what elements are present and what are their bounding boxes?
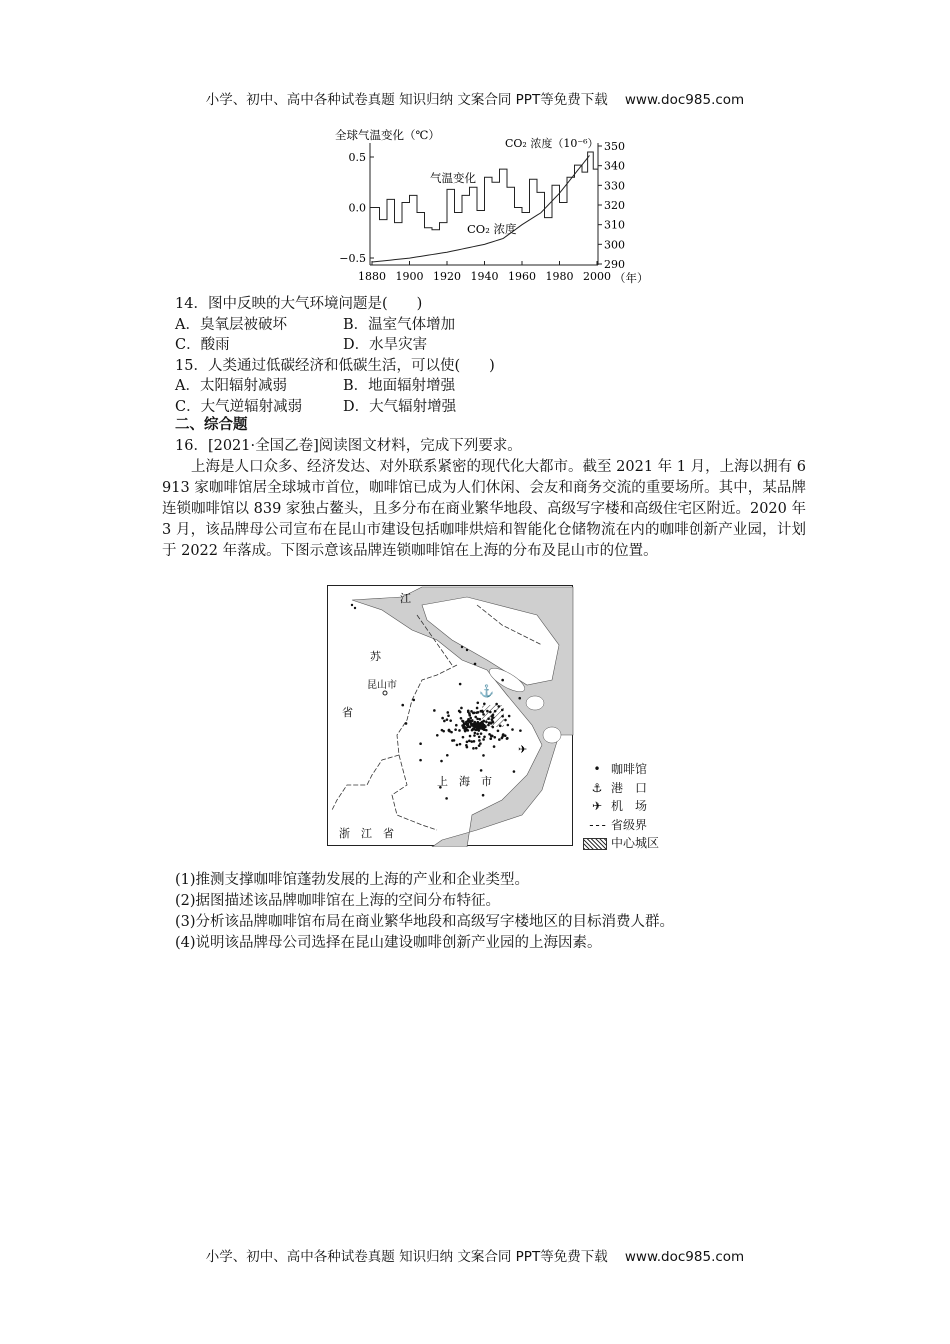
cafe-dot	[436, 734, 439, 737]
cafe-dot	[480, 726, 483, 729]
label-jiang: 江	[400, 592, 411, 605]
cafe-dot	[480, 769, 483, 772]
cafe-dot	[493, 745, 496, 748]
cafe-dot	[461, 720, 464, 723]
cafe-dot	[482, 713, 485, 716]
sub-question: (3)分析该品牌咖啡馆布局在商业繁华地段和高级写字楼地区的目标消费人群。	[175, 914, 675, 930]
cafe-dot	[483, 702, 486, 705]
cafe-dot	[511, 728, 514, 731]
cafe-dot	[446, 718, 449, 721]
cafe-dot	[460, 717, 463, 720]
x-tick-label: 1980	[545, 270, 574, 283]
port-icon: ⚓	[479, 684, 494, 698]
cafe-dot	[466, 741, 469, 744]
island	[543, 727, 561, 743]
q16-paragraph: 上海是人口众多、经济发达、对外联系紧密的现代化大都市。截至 2021 年 1 月，上海以拥有 6 913 家咖啡馆居全球城市首位，咖啡馆已成为人们休闲、会友和商务交流的重要场所。其中，某品牌连锁咖啡馆以 839 家独占鳌头，且多分布在商业繁华地段、高级写字楼和高级住宅区附近。2020 年 3 月，该品牌母公司宣布在昆山市建设包括咖啡烘焙和智能化仓储物流在内的咖啡创新产业园，计划于 2022 年落成。下图示意该品牌连锁咖啡馆在上海的分布及昆山市的位置。	[162, 459, 806, 559]
cafe-dot	[447, 714, 450, 717]
cafe-dot	[499, 725, 502, 728]
cafe-dot	[483, 724, 486, 727]
airport-legend-icon: ✈	[591, 799, 603, 813]
page-header	[0, 88, 950, 108]
label-shanghai: 上 海 市	[437, 775, 492, 788]
sub-question: (2)据图描述该品牌咖啡馆在上海的空间分布特征。	[175, 893, 501, 909]
cafe-dot	[498, 738, 501, 741]
temp-series-label: 气温变化	[430, 171, 476, 185]
legend-boundary: 省级界	[611, 817, 648, 832]
cafe-dot	[468, 714, 471, 717]
cafe-dot	[458, 729, 461, 732]
footer-text: 小学、初中、高中各种试卷真题 知识归纳 文案合同 PPT等免费下载	[205, 1249, 608, 1265]
cafe-dot	[478, 739, 481, 742]
cafe-dot	[513, 770, 516, 773]
cafe-dot	[462, 736, 465, 739]
cafe-dot	[478, 736, 481, 739]
cafe-dot	[472, 747, 475, 750]
temperature-line	[372, 152, 598, 230]
question-14-stem: 14．图中反映的大气环境问题是( )	[175, 296, 423, 312]
cafe-dot	[446, 711, 449, 714]
y-tick-label: −0.5	[339, 252, 366, 265]
x-tick-label: 1960	[508, 270, 536, 283]
cafe-dot	[488, 722, 491, 725]
hatch-legend-icon	[583, 838, 607, 850]
temperature-co2-chart	[330, 125, 650, 290]
cafe-dot	[508, 715, 511, 718]
cafe-dot	[482, 738, 485, 741]
sub-question: (4)说明该品牌母公司选择在昆山建设咖啡创新产业园的上海因素。	[175, 935, 602, 951]
cafe-dot-icon: •	[593, 762, 601, 776]
cafe-dot	[479, 742, 482, 745]
cafe-dot	[419, 742, 422, 745]
cafe-dot	[412, 699, 415, 702]
x-tick-label: 1900	[395, 270, 424, 283]
cafe-dot	[504, 719, 507, 722]
cafe-dot	[494, 710, 497, 713]
port-legend-icon: ⚓	[591, 780, 603, 795]
cafe-dot	[477, 728, 480, 731]
label-sheng: 省	[342, 706, 353, 719]
cafe-dot	[507, 724, 510, 727]
cafe-dot	[482, 754, 485, 757]
legend-central-city: 中心城区	[611, 836, 660, 850]
cafe-dot	[474, 716, 477, 719]
label-kunshan: 昆山市	[367, 680, 397, 691]
label-zhejiang: 浙 江 省	[339, 827, 394, 840]
legend-airport: 机 场	[611, 799, 648, 813]
boundary-legend-icon: - - -	[589, 817, 605, 832]
cafe-dot	[466, 746, 469, 749]
cafe-dot	[467, 711, 470, 714]
legend-cafe: 咖啡馆	[611, 762, 648, 776]
cafe-dot	[470, 740, 473, 743]
header-link[interactable]: www.doc985.com	[624, 92, 745, 108]
cafe-dot	[501, 679, 504, 682]
cafe-dot	[433, 709, 436, 712]
option[interactable]: D．大气辐射增强	[343, 398, 457, 415]
cafe-dot	[501, 715, 504, 718]
cafe-dot	[493, 736, 496, 739]
cafe-dot	[460, 707, 463, 710]
y2-tick-label: 350	[604, 140, 625, 153]
option[interactable]: D．水旱灾害	[343, 337, 428, 353]
cafe-dot	[495, 703, 498, 706]
cafe-dot	[459, 683, 462, 686]
cafe-dot	[441, 729, 444, 732]
x-tick-label: 1880	[358, 270, 386, 283]
cafe-dot	[491, 720, 494, 723]
cafe-dot	[489, 711, 492, 714]
cafe-dot	[475, 711, 478, 714]
cafe-dot	[449, 719, 452, 722]
option[interactable]: C．大气逆辐射减弱	[175, 398, 303, 415]
cafe-dot	[497, 730, 500, 733]
cafe-dot	[448, 729, 451, 732]
cafe-dot	[497, 705, 500, 708]
cafe-dot	[453, 739, 456, 742]
y2-tick-label: 310	[604, 218, 625, 232]
cafe-dot	[440, 760, 443, 763]
option[interactable]: A．太阳辐射减弱	[175, 378, 287, 394]
cafe-dot	[445, 797, 448, 800]
cafe-dot	[485, 729, 488, 732]
label-su: 苏	[370, 650, 381, 663]
cafe-dot	[475, 747, 478, 750]
option[interactable]: B．地面辐射增强	[343, 378, 456, 394]
cafe-dot	[456, 744, 459, 747]
cafe-dot	[476, 707, 479, 710]
co2-series-label: CO₂ 浓度	[467, 222, 517, 236]
cafe-dot	[519, 729, 522, 732]
airport-icon: ✈	[518, 743, 528, 756]
cafe-dot	[489, 737, 492, 740]
cafe-dot	[473, 740, 476, 743]
cafe-dot	[467, 729, 470, 732]
header-text: 小学、初中、高中各种试卷真题 知识归纳 文案合同 PPT等免费下载	[205, 92, 608, 108]
cafe-dot	[473, 727, 476, 730]
cafe-dot	[351, 604, 353, 606]
section-heading: 二、综合题	[175, 417, 248, 433]
island	[526, 696, 544, 710]
cafe-dot	[446, 754, 449, 757]
option[interactable]: A．臭氧层被破坏	[175, 316, 287, 333]
q16-stem: 16．[2021·全国乙卷]阅读图文材料，完成下列要求。	[175, 438, 522, 454]
cafe-dot	[467, 718, 470, 721]
cafe-dot	[479, 718, 482, 721]
y2-axis-label: CO₂ 浓度（10⁻⁶）	[505, 137, 599, 150]
x-tick-label: 2000	[583, 270, 611, 283]
cafe-dot	[491, 715, 494, 718]
cafe-dot	[459, 711, 462, 714]
option[interactable]: B．温室气体增加	[343, 316, 456, 333]
cafe-dot	[486, 710, 489, 713]
cafe-dot	[455, 724, 458, 727]
cafe-dot	[464, 730, 467, 733]
cafe-dot	[483, 727, 486, 730]
cafe-dot	[476, 733, 479, 736]
cafe-dot	[476, 701, 479, 704]
y2-tick-label: 340	[604, 159, 625, 173]
cafe-dot	[469, 717, 472, 720]
cafe-dot	[473, 734, 476, 737]
cafe-dot	[501, 709, 504, 712]
cafe-dot	[468, 740, 471, 743]
cafe-dot	[501, 735, 504, 738]
cafe-dot	[480, 732, 483, 735]
question-15-stem: 15．人类通过低碳经济和低碳生活，可以使( )	[175, 357, 495, 374]
cafe-dot	[487, 724, 490, 727]
cafe-dot	[401, 704, 404, 707]
cafe-dot	[473, 712, 476, 715]
cafe-dot	[481, 721, 484, 724]
cafe-dot	[405, 722, 408, 725]
cafe-dot	[466, 649, 468, 651]
x-tick-label: 1940	[470, 270, 499, 283]
cafe-dot	[474, 663, 477, 666]
x-tick-label: 1920	[433, 270, 461, 283]
option[interactable]: C．酸雨	[175, 337, 230, 353]
cafe-dot	[454, 728, 457, 731]
cafe-dot	[474, 732, 477, 735]
cafe-dot	[482, 794, 485, 797]
cafe-dot	[506, 737, 509, 740]
cafe-dot	[463, 726, 466, 729]
y-axis-label: 全球气温变化（℃）	[335, 128, 440, 142]
legend-port: 港 口	[611, 780, 648, 795]
cafe-dot	[465, 723, 468, 726]
cafe-dot	[441, 717, 444, 720]
cafe-dot	[473, 722, 476, 725]
cafe-dot	[476, 717, 479, 720]
y2-tick-label: 290	[604, 258, 625, 271]
cafe-dot	[469, 735, 472, 738]
sub-question: (1)推测支撑咖啡馆蓬勃发展的上海的产业和企业类型。	[175, 872, 530, 888]
cafe-dot	[419, 759, 422, 762]
map-legend	[583, 760, 659, 853]
y2-tick-label: 320	[604, 199, 625, 212]
cafe-dot	[443, 720, 446, 723]
x-axis-label: （年）	[614, 271, 649, 285]
cafe-dot	[487, 717, 490, 720]
y2-tick-label: 300	[604, 238, 625, 252]
cafe-dot	[476, 724, 479, 727]
co2-line	[372, 155, 590, 262]
footer-link[interactable]: www.doc985.com	[624, 1249, 745, 1265]
cafe-dot	[483, 735, 486, 738]
cafe-dot	[492, 726, 495, 729]
cafe-dot	[461, 646, 463, 648]
cafe-dot	[481, 711, 484, 714]
cafe-dot	[459, 743, 462, 746]
cafe-dot	[485, 721, 488, 724]
y-tick-label: 0.0	[348, 201, 366, 215]
page-footer	[0, 1245, 950, 1265]
y-tick-label: 0.5	[348, 151, 366, 164]
cafe-dot	[488, 733, 491, 736]
shanghai-map	[327, 585, 574, 847]
y2-tick-label: 330	[604, 179, 625, 193]
cafe-dot	[354, 607, 356, 609]
cafe-dot	[518, 697, 521, 700]
